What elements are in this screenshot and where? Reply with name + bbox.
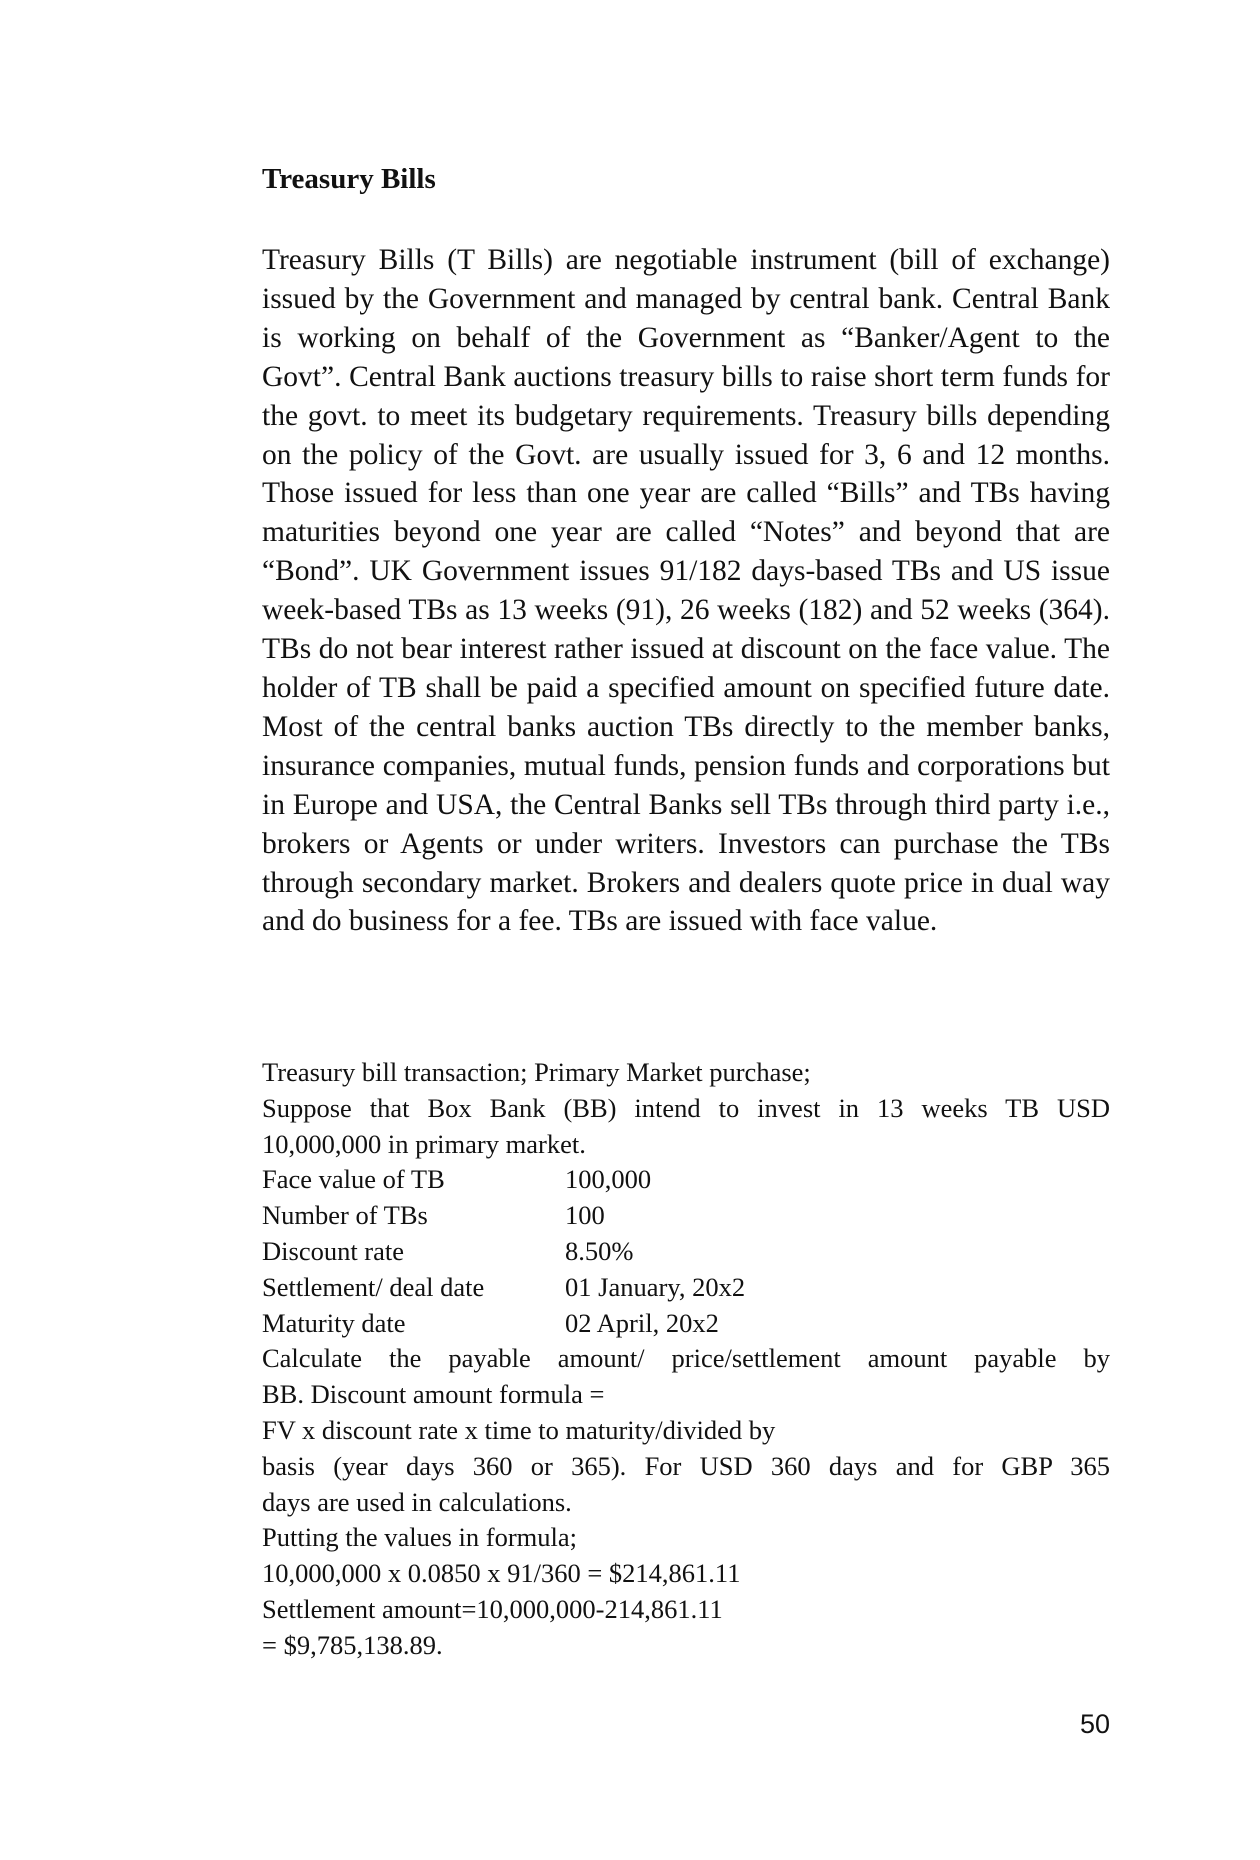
data-row-maturity-date xyxy=(262,1306,1110,1342)
example-block xyxy=(262,1055,1110,1664)
row-label: Settlement/ deal date xyxy=(262,1271,485,1302)
calculation-instruction: Calculate the payable amount/ price/settlement amount payable by xyxy=(262,1343,1110,1374)
formula-line: days are used in calculations. xyxy=(262,1486,572,1517)
result-line: = $9,785,138.89. xyxy=(262,1629,443,1660)
section-title: Treasury Bills xyxy=(262,163,436,195)
body-paragraph: Treasury Bills (T Bills) are negotiable instrument (bill of exchange) issued by the Government and managed by central bank. Central Bank is working on behalf of the Government as “Banker/Agent to the Govt”. Central Bank auctions treasury bills to raise short term funds for the govt. to meet its budgetary requirements. Treasury bills depending on the policy of the Govt. are usually issued for 3, 6 and 12 months. Those issued for less than one year are called “Bills” and TBs having maturities beyond one year are called “Notes” and beyond that are “Bond”. UK Government issues 91/182 days-based TBs and US issue week-based TBs as 13 weeks (91), 26 weeks (182) and 52 weeks (364). TBs do not bear interest rather issued at discount on the face value. The holder of TB shall be paid a specified amount on specified future date. Most of the central banks auction TBs directly to the member banks, insurance companies, mutual funds, pension funds and corporations but in Europe and USA, the Central Banks sell TBs through third party i.e., brokers or Agents or under writers. Investors can purchase the TBs through secondary market. Brokers and dealers quote price in dual way and do business for a fee. TBs are issued with face value. xyxy=(262,244,1110,938)
settlement-line: Settlement amount=10,000,000-214,861.11 xyxy=(262,1593,723,1624)
row-label: Discount rate xyxy=(262,1235,405,1266)
formula-line: basis (year days 360 or 365). For USD 360 days and for GBP 365 xyxy=(262,1450,1110,1481)
row-value: 02 April, 20x2 xyxy=(565,1307,719,1338)
row-value: 01 January, 20x2 xyxy=(565,1271,746,1302)
calculation-instruction: BB. Discount amount formula = xyxy=(262,1379,605,1410)
data-row-face-value xyxy=(262,1162,1110,1198)
row-label: Number of TBs xyxy=(262,1200,428,1231)
data-row-number-of-tbs xyxy=(262,1198,1110,1234)
row-value: 100,000 xyxy=(565,1164,652,1195)
row-value: 8.50% xyxy=(565,1235,634,1266)
row-value: 100 xyxy=(565,1200,605,1231)
example-intro-line: 10,000,000 in primary market. xyxy=(262,1128,586,1159)
computation-line: 10,000,000 x 0.0850 x 91/360 = $214,861.11 xyxy=(262,1558,741,1589)
data-row-settlement-date xyxy=(262,1270,1110,1306)
row-label: Face value of TB xyxy=(262,1164,445,1195)
row-label: Maturity date xyxy=(262,1307,406,1338)
formula-line: FV x discount rate x time to maturity/divided by xyxy=(262,1414,776,1445)
page-number: 50 xyxy=(1079,1709,1110,1739)
example-intro-line: Suppose that Box Bank (BB) intend to invest in 13 weeks TB USD xyxy=(262,1092,1110,1123)
example-heading: Treasury bill transaction; Primary Market purchase; xyxy=(262,1057,811,1087)
putting-values-line: Putting the values in formula; xyxy=(262,1522,578,1553)
data-row-discount-rate xyxy=(262,1234,1110,1270)
